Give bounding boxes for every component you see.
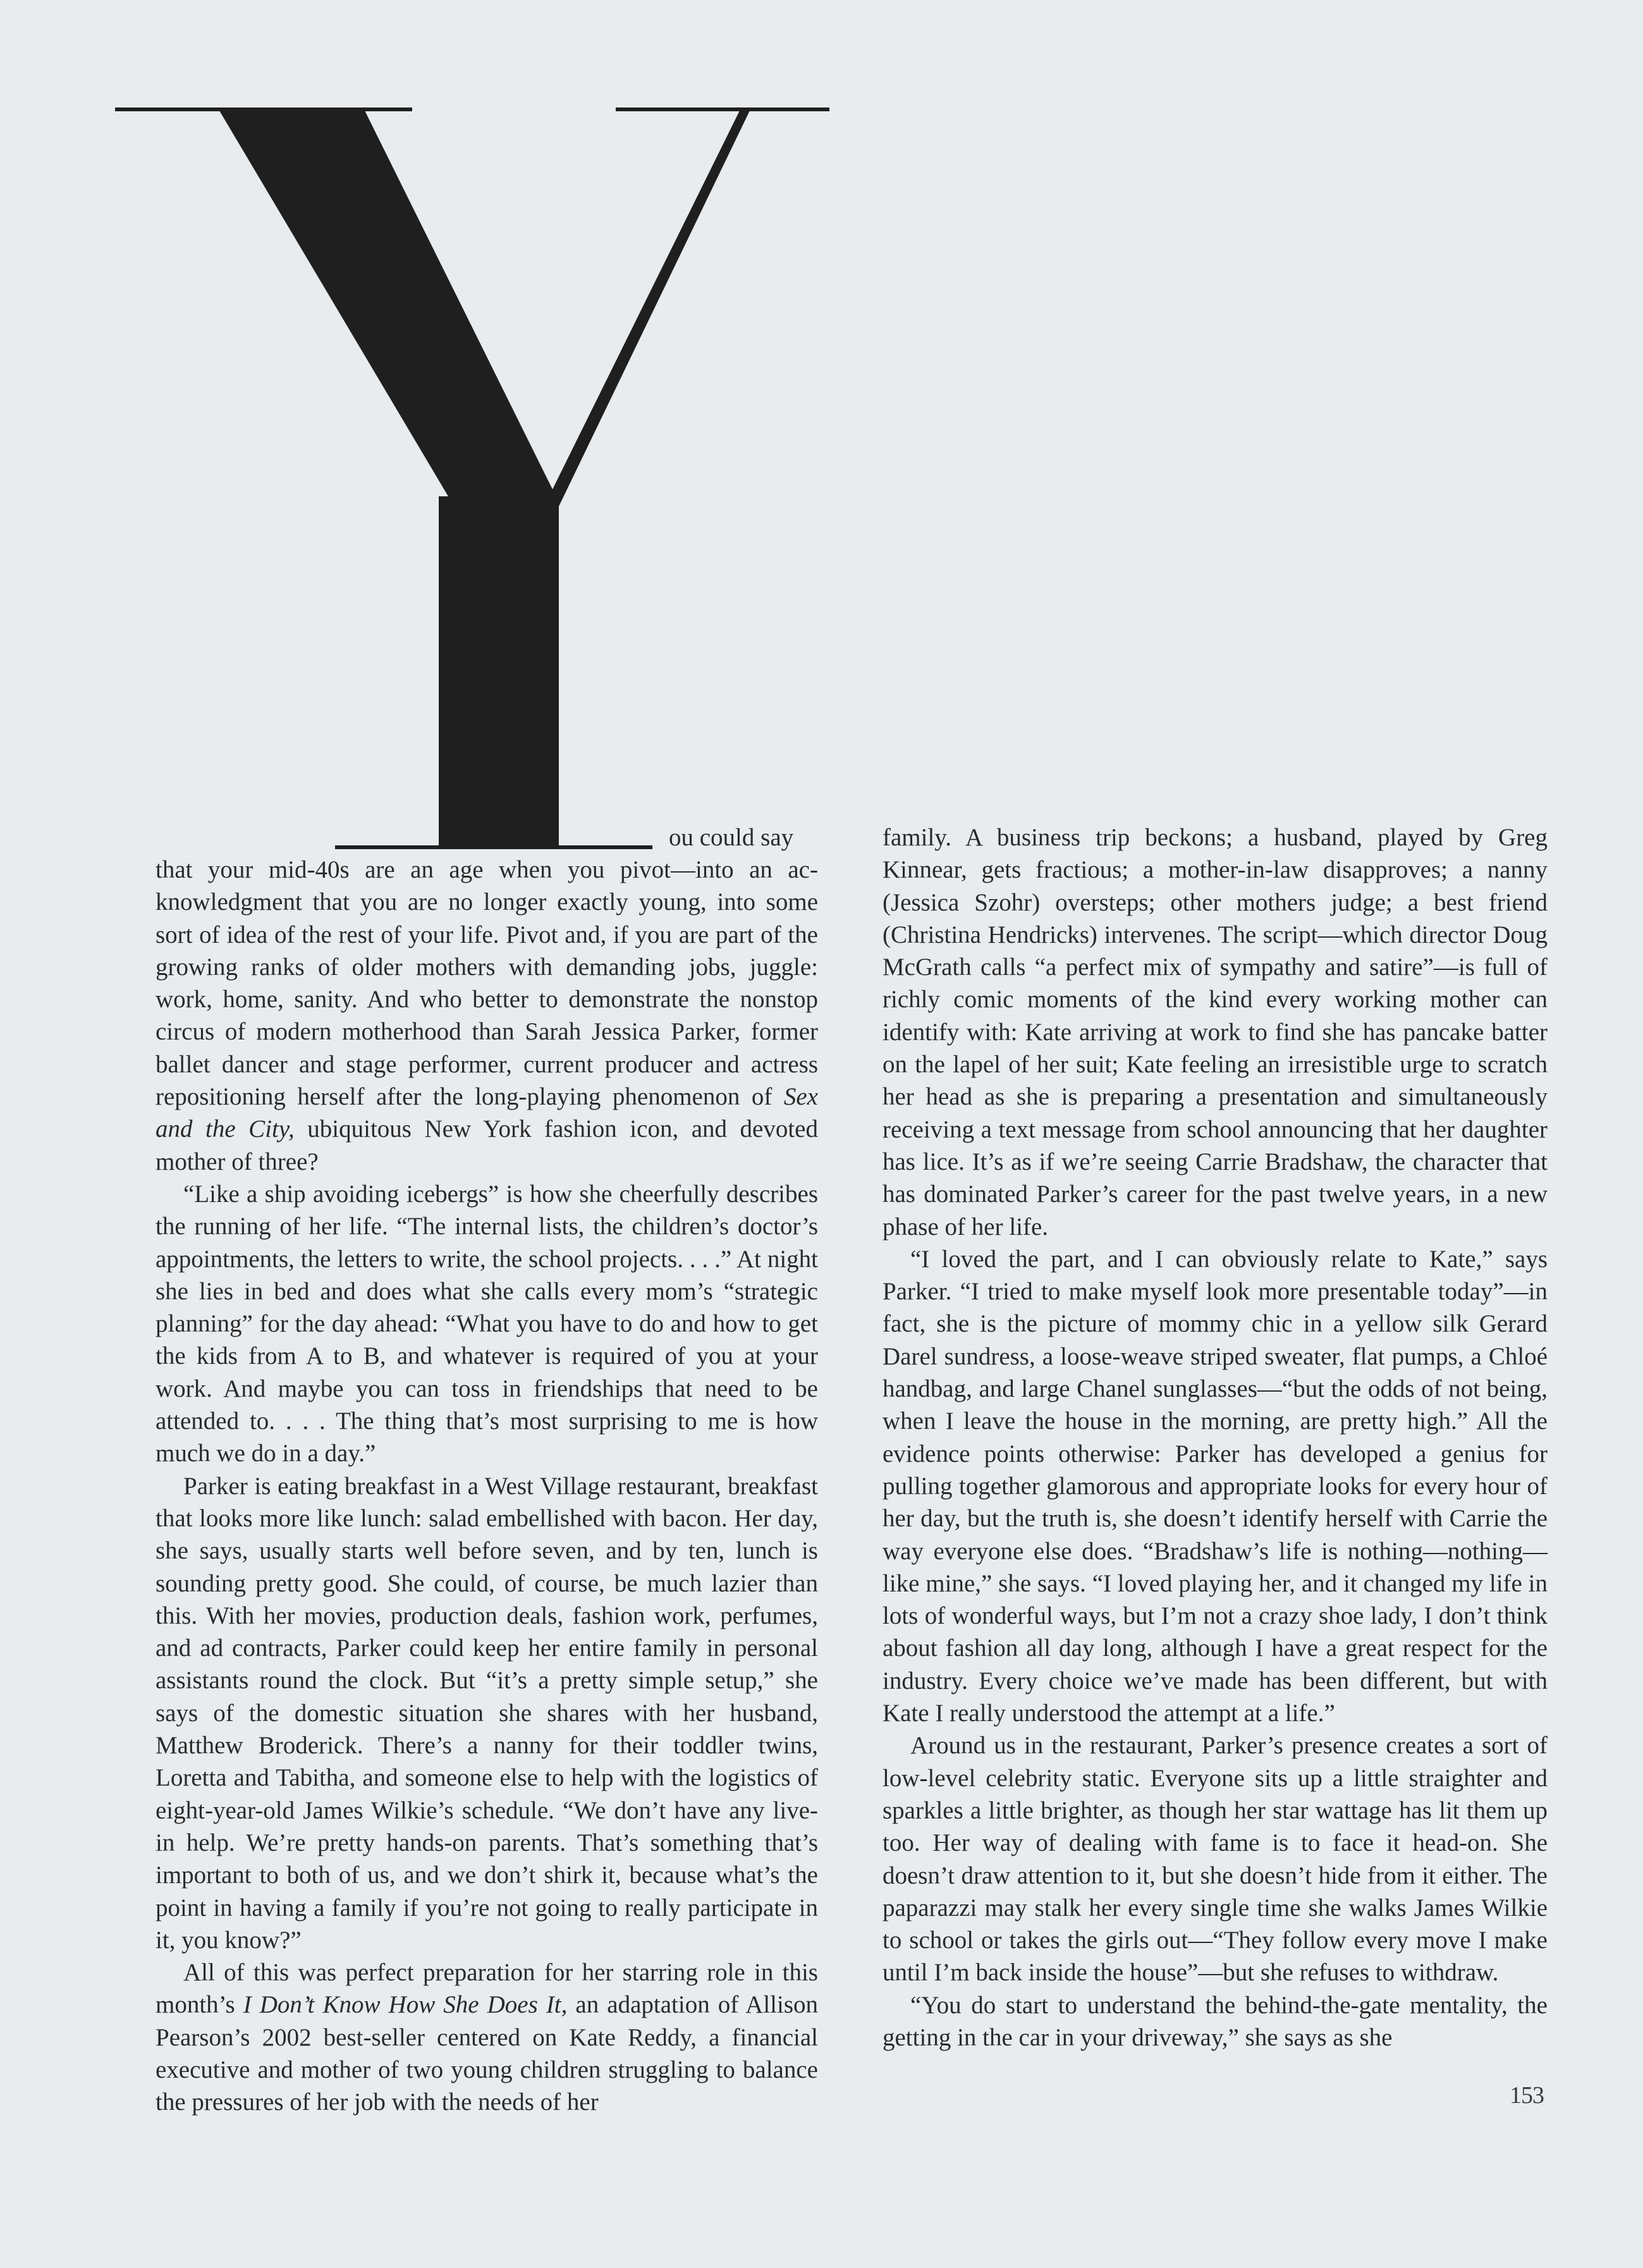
paragraph: All of this was perfect preparation for her starring role in this month’s I Don’t Know How She Does It, an adaptation of Allison Pearson’s 2002 best-seller centered on Kate Reddy, a financial executive and mother of two young children struggling to balance the pressures of her job with the needs of her xyxy=(156,1959,818,2116)
paragraph: Parker is eating breakfast in a West Village restaurant, breakfast that looks more like lunch: salad embellished with bacon. Her day, she says, usually starts well before seven, and by ten, lunch is sounding pretty good. She could, of course, be much lazier than this. With her movies, production deals, fashion work, perfumes, and ad contracts, Parker could keep her entire family in personal assistants round the clock. But “it’s a pretty simple setup,” she says of the domestic situation she shares with her husband, Matthew Broderick. There’s a nanny for their toddler twins, Loretta and Tabitha, and someone else to help with the logistics of eight-year-old James Wilkie’s schedule. “We don’t have any live-in help. We’re pretty hands-on parents. That’s something that’s important to both of us, and we don’t shirk it, because what’s the point in having a family if you’re not going to really participate in it, you know?” xyxy=(156,1472,818,1954)
dropcap-y xyxy=(115,104,829,857)
page-number: 153 xyxy=(1510,2082,1544,2109)
paragraph: “I loved the part, and I can obviously relate to Kate,” says Parker. “I tried to make myself look more presentable today”—in fact, she is the picture of mommy chic in a yellow silk Gerard Darel sundress, a loose-weave striped sweater, flat pumps, a Chloé handbag, and large Chanel sunglasses—“but the odds of not being, when I leave the house in the morning, are pretty high.” All the evidence points otherwise: Parker has developed a genius for pulling together glamorous and appropriate looks for every hour of her day, but the truth is, she doesn’t identify herself with Carrie the way everyone else does. “Bradshaw’s life is nothing—nothing—like mine,” she says. “I loved playing her, and it changed my life in lots of wonderful ways, but I’m not a crazy shoe lady, I don’t think about fashion all day long, although I have a great respect for the industry. Every choice we’ve made has been different, but with Kate I really understood the attempt at a life.” xyxy=(883,1245,1548,1727)
dropcap-continuation: ou could say xyxy=(669,824,794,851)
paragraph: family. A business trip beckons; a husband, played by Greg Kinnear, gets fractious; a mother-in-law disapproves; a nanny (Jessica Szohr) oversteps; other mothers judge; a best friend (Christina Hendricks) intervenes. The script—which director Doug McGrath calls “a perfect mix of sympathy and satire”—is full of richly comic moments of the kind every working mother can identify with: Kate arriving at work to find she has pancake batter on the lapel of her suit; Kate feeling an irresistible urge to scratch her head as she is preparing a presentation and simultaneously receiving a text message from school announcing that her daughter has lice. It’s as if we’re seeing Carrie Bradshaw, the character that has dominated Parker’s career for the past twelve years, in a new phase of her life. xyxy=(883,824,1548,1241)
text-column-right xyxy=(883,821,1548,2054)
dropcap-thick-stroke xyxy=(219,111,558,500)
paragraph: Around us in the restaurant, Parker’s presence creates a sort of low-level celebrity static. Everyone sits up a little straighter and sparkles a little brighter, as though her star wattage has lit them up too. Her way of dealing with fame is to face it head-on. She doesn’t draw attention to it, but she doesn’t hide from it either. The paparazzi may stalk her every single time she walks James Wilkie to school or takes the girls out—“They follow every move I make until I’m back inside the house”—but she refuses to withdraw. xyxy=(883,1732,1548,1987)
paragraph: that your mid-40s are an age when you pivot—into an acknowledgment that you are no longer exactly young, into some sort of idea of the rest of your life. Pivot and, if you are part of the growing ranks of older mothers with demanding jobs, juggle: work, home, sanity. And who better to demonstrate the nonstop circus of modern motherhood than Sarah Jessica Parker, former ballet dancer and stage performer, current producer and actress repositioning herself after the long-playing phenomenon of Sex and the City, ubiquitous New York fashion icon, and devoted mother of three? xyxy=(156,856,818,1175)
dropcap-stem xyxy=(439,496,559,847)
paragraph: “You do start to understand the behind-the-gate mentality, the getting in the car in your driveway,” she says as she xyxy=(883,1991,1548,2051)
dropcap-thin-stroke xyxy=(547,111,750,509)
paragraph: “Like a ship avoiding icebergs” is how she cheerfully describes the running of her life. “The internal lists, the children’s doctor’s appointments, the letters to write, the school projects. . . .” At night she lies in bed and does what she calls every mom’s “strategic planning” for the day ahead: “What you have to do and how to get the kids from A to B, and whatever is required of you at your work. And maybe you can toss in friendships that need to be attended to. . . . The thing that’s most surprising to me is how much we do in a day.” xyxy=(156,1180,818,1468)
text-column-left xyxy=(156,854,818,2119)
